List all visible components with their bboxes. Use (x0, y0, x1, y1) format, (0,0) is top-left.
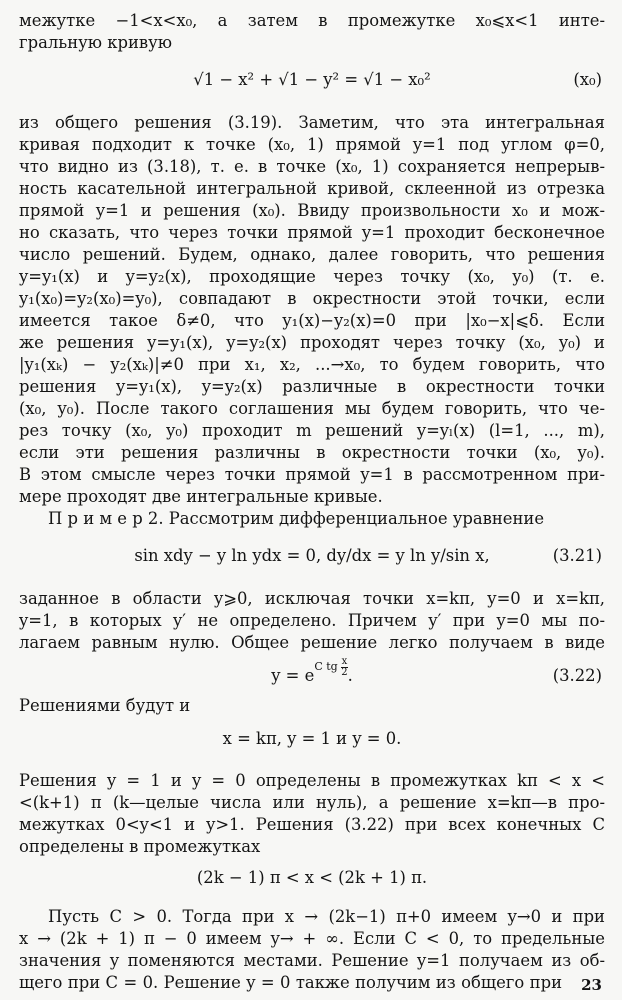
text-line: <(k+1) π (k—целые числа или нуль), а решение x=kπ—в про- (19, 793, 605, 812)
text-line: мере проходят две интегральные кривые. (19, 487, 383, 506)
text-line: межутках 0<y<1 и y>1. Решения (3.22) при всех конечных C (19, 815, 605, 834)
text-line: кривая подходит к точке (x₀, 1) прямой y=1 под углом φ=0, (19, 135, 605, 154)
equation-tail: . (347, 666, 353, 685)
fraction-numerator: x (341, 655, 348, 667)
equation-label: (3.22) (552, 666, 602, 685)
text-line: значения y поменяются местами. Решение y=1 получаем из об- (19, 951, 605, 970)
equation-label: (x₀) (573, 70, 602, 89)
text-line: гральную кривую (19, 33, 173, 52)
equation-interval: (2k − 1) π < x < (2k + 1) π. (196, 868, 428, 887)
text-line: число решений. Будем, однако, далее говорить, что решения (19, 245, 605, 264)
page-number: 23 (581, 976, 602, 994)
equation-3-21: sin xdy − y ln ydx = 0, dy/dx = y ln y/sin x, (134, 546, 490, 565)
text-line: (x₀, y₀). После такого соглашения мы будем говорить, что че- (19, 399, 605, 418)
text-line: В этом смысле через точки прямой y=1 в рассмотренном при- (19, 465, 605, 484)
text-line: ность касательной интегральной кривой, склеенной из отрезка (19, 179, 605, 198)
text-line: лагаем равным нулю. Общее решение легко получаем в виде (19, 633, 605, 652)
text-line: имеется такое δ≠0, что y₁(x)−y₂(x)=0 при |x₀−x|⩽δ. Если (19, 311, 605, 330)
fraction-denominator: 2 (341, 666, 348, 678)
equation-x0: √1 − x² + √1 − y² = √1 − x₀² (193, 70, 431, 89)
text-line: заданное в области y⩾0, исключая точки x=kπ, y=0 и x=kπ, (19, 589, 605, 608)
text-line: |y₁(xₖ) − y₂(xₖ)|≠0 при x₁, x₂, ...→x₀, то будем говорить, что (19, 355, 605, 374)
text-line: Решениями будут и (19, 696, 191, 715)
equation-3-22 (19, 655, 605, 690)
text-line: y₁(x₀)=y₂(x₀)=y₀), совпадают в окрестности этой точки, если (19, 289, 605, 308)
text-line: определены в промежутках (19, 837, 261, 856)
text-line: же решения y=y₁(x), y=y₂(x) проходят через точку (x₀, y₀) и (19, 333, 605, 352)
text-line: что видно из (3.18), т. е. в точке (x₀, 1) сохраняется непрерыв- (19, 157, 605, 176)
text-line: но сказать, что через точки прямой y=1 проходит бесконечное (19, 223, 605, 242)
text-line: x → (2k + 1) π − 0 имеем y→ + ∞. Если C < 0, то предельные (19, 929, 605, 948)
text-line: щего при C = 0. Решение y = 0 также получим из общего при (19, 973, 562, 992)
text-line: Пусть C > 0. Тогда при x → (2k−1) π+0 имеем y→0 и при (48, 907, 605, 926)
text-line: Решения y = 1 и y = 0 определены в промежутках kπ < x < (19, 771, 605, 790)
equation-exponent: C tg (314, 660, 338, 673)
text-line: y=1, в которых y′ не определено. Причем y′ при y=0 мы по- (19, 611, 605, 630)
text-line: если эти решения различны в окрестности точки (x₀, y₀). (19, 443, 605, 462)
text-line: рез точку (x₀, y₀) проходит m решений y=yₗ(x) (l=1, ..., m), (19, 421, 605, 440)
text-line: межутке −1<x<x₀, а затем в промежутке x₀⩽x<1 инте- (19, 11, 605, 30)
equation-base: y = e (271, 666, 315, 685)
text-line: из общего решения (3.19). Заметим, что эта интегральная (19, 113, 605, 132)
text-line: решения y=y₁(x), y=y₂(x) различные в окрестности точки (19, 377, 605, 396)
text-line: прямой y=1 и решения (x₀). Ввиду произвольности x₀ и мож- (19, 201, 605, 220)
equation-solutions: x = kπ, y = 1 и y = 0. (222, 729, 402, 748)
text-line: y=y₁(x) и y=y₂(x), проходящие через точку (x₀, y₀) (т. е. (19, 267, 605, 286)
example-heading: П р и м е р 2. Рассмотрим дифференциальное уравнение (48, 509, 545, 528)
equation-label: (3.21) (552, 546, 602, 565)
